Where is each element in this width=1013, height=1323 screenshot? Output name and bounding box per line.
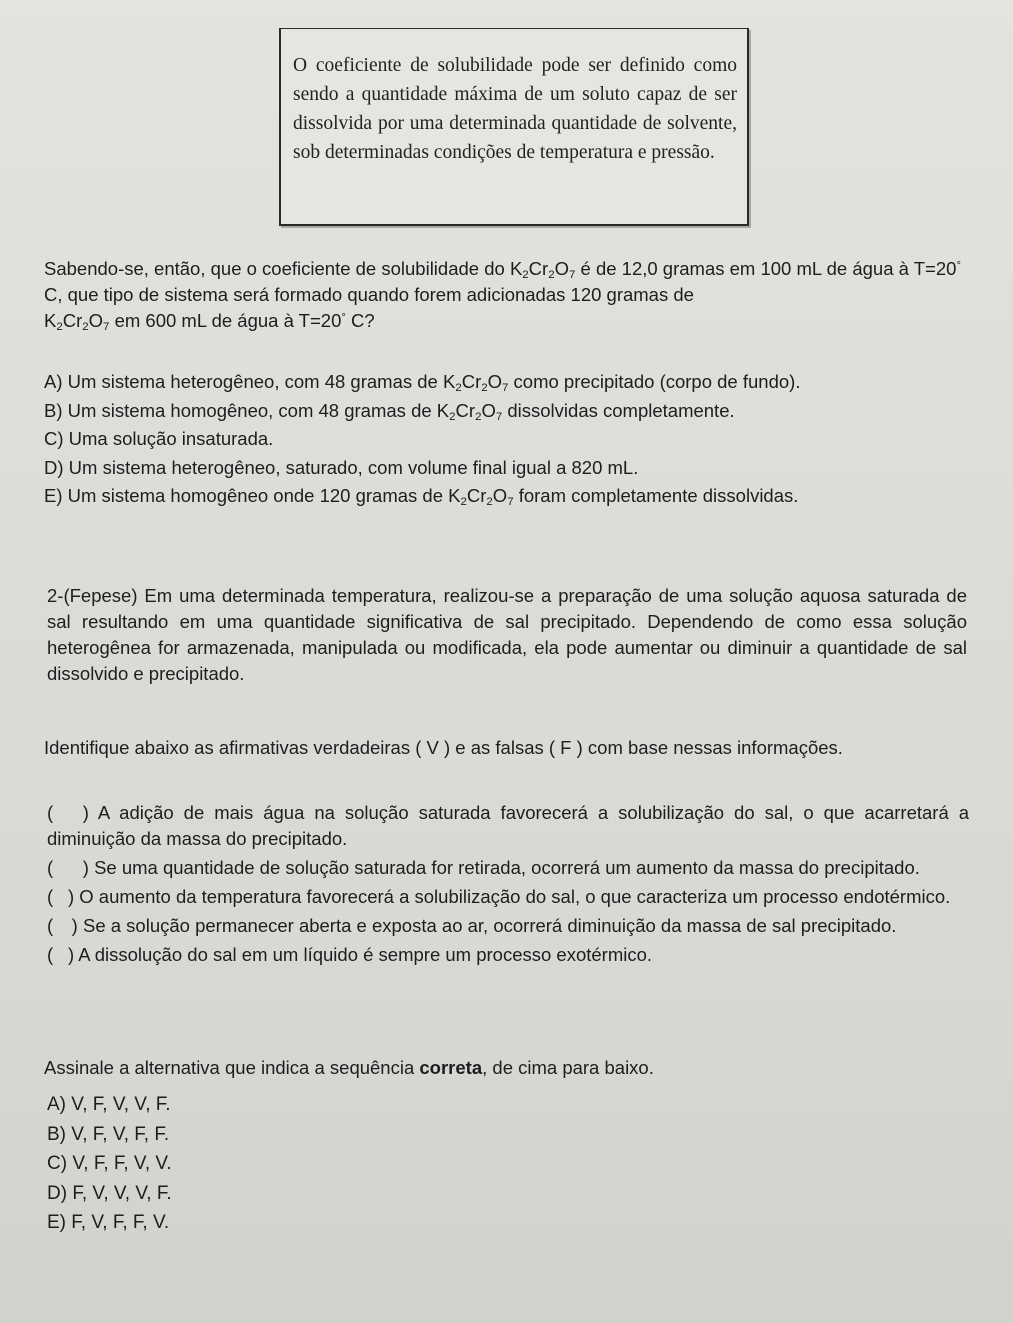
statement-5: ( ) A dissolução do sal em um líquido é sempre um processo exotérmico. bbox=[47, 944, 653, 965]
formula-k2cr2o7: $K_2Cr_2O_7$ bbox=[442, 371, 509, 394]
stem-text-3: C, que tipo de sistema será formado quando forem adicionadas 120 gramas de bbox=[44, 284, 694, 305]
true-false-statements bbox=[47, 800, 969, 971]
stem-text-2: é de 12,0 gramas em 100 mL de água à T=20 bbox=[575, 258, 957, 279]
option-c: C) V, F, F, V, V. bbox=[47, 1153, 172, 1174]
stem-text-5: C? bbox=[345, 310, 375, 331]
statement-2: ( ) Se uma quantidade de solução saturada for retirada, ocorrerá um aumento da massa do precipitado. bbox=[47, 857, 920, 878]
question-2-options bbox=[47, 1090, 972, 1238]
stem-text-1: Sabendo-se, então, que o coeficiente de solubilidade do bbox=[44, 258, 510, 279]
formula-k2cr2o7: $K_2Cr_2O_7$ bbox=[44, 310, 110, 333]
statement-4: ( ) Se a solução permanecer aberta e exposta ao ar, ocorrerá diminuição da massa de sal precipitado. bbox=[47, 915, 897, 936]
option-c: C) Uma solução insaturada. bbox=[44, 428, 274, 449]
question-2-prompt: Assinale a alternativa que indica a sequência correta, de cima para baixo. bbox=[44, 1057, 654, 1078]
degree-symbol: ° bbox=[341, 311, 346, 324]
option-d: D) F, V, V, V, F. bbox=[47, 1182, 172, 1204]
question-1-options bbox=[44, 368, 969, 511]
question-2-stem: 2-(Fepese) Em uma determinada temperatura, realizou-se a preparação de uma solução aquosa saturada de sal resultando em uma quantidade significativa de sal precipitado. Dependendo de como essa solução heterogênea for armazenada, manipulada ou modificada, ela pode aumentar ou diminuir a quantidade de sal dissolvido e precipitado. bbox=[47, 585, 967, 684]
formula-k2cr2o7: $K_2Cr_2O_7$ bbox=[448, 485, 514, 508]
stem-text-4: em 600 mL de água à T=20 bbox=[109, 310, 342, 331]
definition-box bbox=[279, 28, 749, 226]
option-a: A) V, F, V, V, F. bbox=[47, 1094, 171, 1115]
statement-1: ( ) A adição de mais água na solução saturada favorecerá a solubilização do sal, o que acarretará a diminuição da massa do precipitado. bbox=[47, 802, 969, 849]
definition-text: O coeficiente de solubilidade pode ser definido como sendo a quantidade máxima de um soluto capaz de ser dissolvida por uma determinada quantidade de solvente, sob determinadas condições de temperatura e pressão. bbox=[293, 55, 737, 163]
question-2-instruction: Identifique abaixo as afirmativas verdadeiras ( V ) e as falsas ( F ) com base nessas informações. bbox=[44, 737, 843, 758]
option-e: E) F, V, F, F, V. bbox=[47, 1212, 170, 1233]
formula-k2cr2o7: $K_2Cr_2O_7$ bbox=[509, 258, 576, 281]
question-1-stem bbox=[44, 256, 969, 334]
option-b: B) V, F, V, F, F. bbox=[47, 1123, 170, 1145]
option-b: B) Um sistema homogêneo, com 48 gramas de $K_2Cr_2O_7$ dissolvidas completamente. bbox=[44, 399, 735, 423]
degree-symbol: ° bbox=[956, 259, 961, 272]
statement-3: ( ) O aumento da temperatura favorecerá a solubilização do sal, o que caracteriza um processo endotérmico. bbox=[47, 886, 951, 907]
option-a: A) Um sistema heterogêneo, com 48 gramas de $K_2Cr_2O_7$ como precipitado (corpo de fundo). bbox=[44, 371, 801, 394]
option-e: E) Um sistema homogêneo onde 120 gramas de $K_2Cr_2O_7$ foram completamente dissolvidas. bbox=[44, 485, 799, 508]
formula-k2cr2o7: $K_2Cr_2O_7$ bbox=[436, 399, 503, 423]
option-d: D) Um sistema heterogêneo, saturado, com volume final igual a 820 mL. bbox=[44, 456, 639, 478]
